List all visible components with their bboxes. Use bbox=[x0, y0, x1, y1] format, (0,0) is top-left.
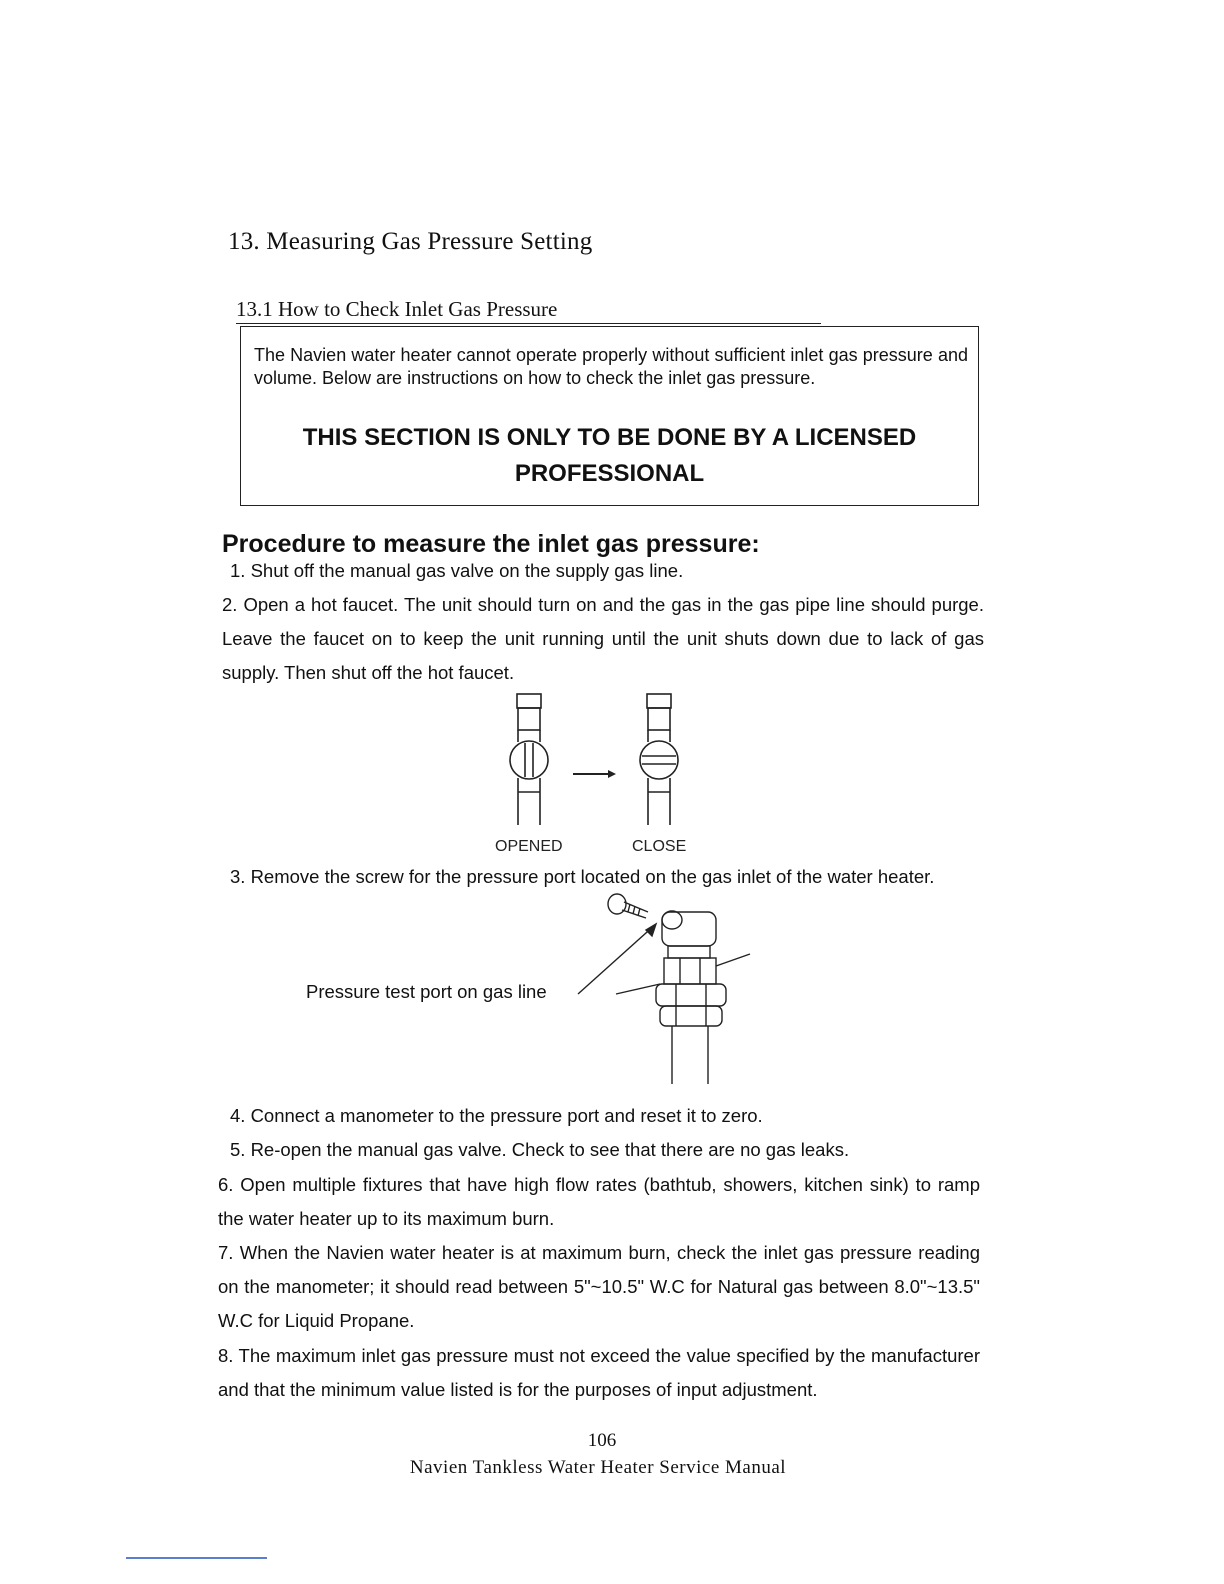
leader-line-right bbox=[716, 954, 750, 966]
step-2: 2. Open a hot faucet. The unit should turn on and the gas in the gas pipe line should purge. Leave the faucet on to keep the unit running until the unit shuts down due to lack of gas supply. Then shut off the hot faucet. bbox=[222, 594, 984, 683]
page-number: 106 bbox=[587, 1430, 617, 1451]
arrow-right-icon bbox=[573, 770, 616, 778]
leader-line-left bbox=[616, 984, 660, 994]
pointer-arrowhead bbox=[646, 924, 656, 936]
pressure-test-port-figure bbox=[560, 890, 760, 1090]
subsection-title: 13.1 How to Check Inlet Gas Pressure bbox=[236, 297, 558, 321]
step-7: 7. When the Navien water heater is at maximum burn, check the inlet gas pressure reading on the manometer; it should read between 5"~10.5" W.C for Natural gas between 8.0"~13.5" W.C for Liquid Propane. bbox=[218, 1242, 980, 1331]
step-8: 8. The maximum inlet gas pressure must not exceed the value specified by the manufacturer and that the minimum value listed is for the purposes of input adjustment. bbox=[218, 1345, 980, 1400]
step-5: 5. Re-open the manual gas valve. Check to see that there are no gas leaks. bbox=[230, 1139, 850, 1160]
footer-manual-title: Navien Tankless Water Heater Service Manual bbox=[409, 1457, 787, 1478]
procedure-heading: Procedure to measure the inlet gas pressure: bbox=[222, 530, 760, 558]
valve-opened-icon bbox=[510, 694, 548, 825]
step-6: 6. Open multiple fixtures that have high flow rates (bathtub, showers, kitchen sink) to ramp the water heater up to its maximum burn. bbox=[218, 1174, 980, 1229]
valve-opened-label: OPENED bbox=[495, 838, 563, 855]
licensed-professional-warning bbox=[240, 420, 979, 492]
footer-rule bbox=[126, 1557, 267, 1559]
valve-closed-icon bbox=[640, 694, 678, 825]
valve-close-label: CLOSE bbox=[632, 838, 687, 855]
step-3: 3. Remove the screw for the pressure port located on the gas inlet of the water heater. bbox=[230, 866, 935, 887]
subsection-underline bbox=[236, 323, 821, 324]
step-1: 1. Shut off the manual gas valve on the supply gas line. bbox=[230, 560, 684, 581]
step-4: 4. Connect a manometer to the pressure port and reset it to zero. bbox=[230, 1105, 763, 1126]
pressure-test-port-label: Pressure test port on gas line bbox=[306, 981, 547, 1002]
pointer-line bbox=[578, 924, 656, 994]
warning-line-1: THIS SECTION IS ONLY TO BE DONE BY A LICENSED bbox=[302, 424, 917, 451]
valve-opened-to-close-figure bbox=[490, 690, 700, 830]
notice-text: The Navien water heater cannot operate properly without sufficient inlet gas pressure and volume. Below are instructions on how to check the inlet gas pressure. bbox=[254, 345, 968, 388]
section-title: 13. Measuring Gas Pressure Setting bbox=[228, 228, 593, 255]
warning-line-2: PROFESSIONAL bbox=[514, 460, 705, 487]
screw-icon bbox=[608, 894, 648, 918]
gas-line-fitting-icon bbox=[656, 911, 726, 1084]
